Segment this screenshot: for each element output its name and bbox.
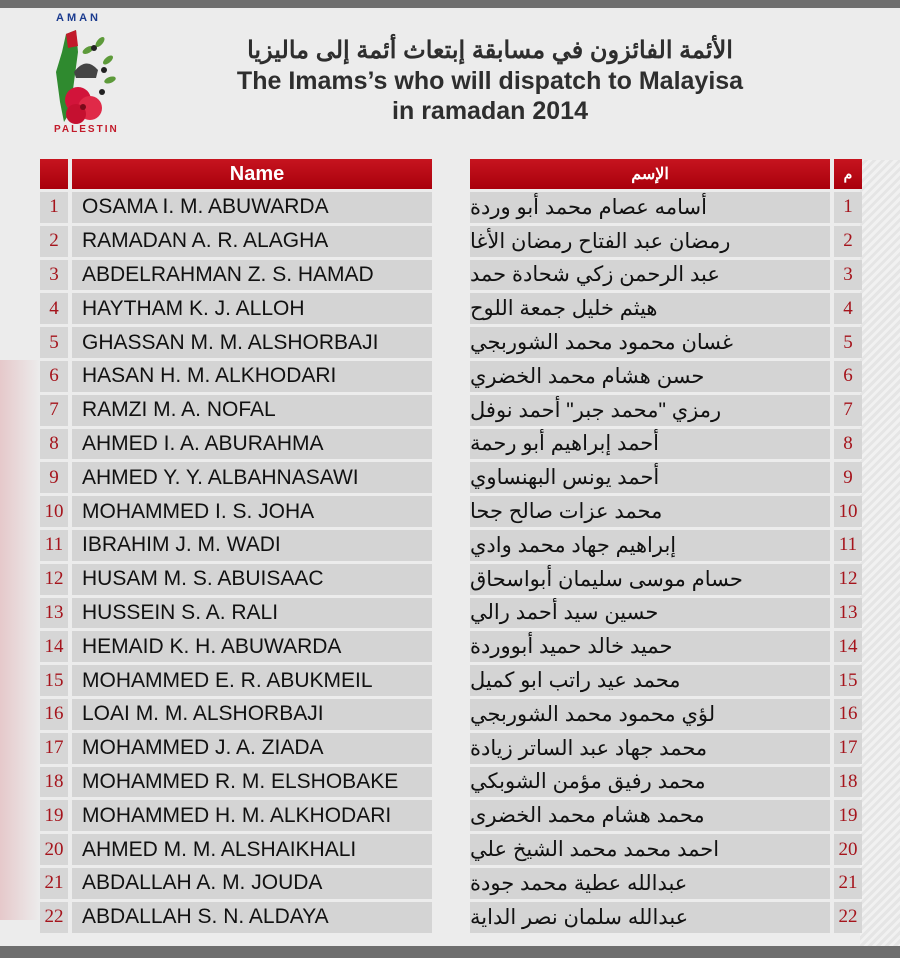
row-name: ABDELRAHMAN Z. S. HAMAD <box>72 260 432 291</box>
row-number: 3 <box>834 260 862 291</box>
table-row <box>470 192 862 223</box>
row-number: 2 <box>834 226 862 257</box>
row-number: 13 <box>834 598 862 629</box>
row-number: 14 <box>834 631 862 662</box>
table-row <box>470 293 862 324</box>
row-name: AHMED Y. Y. ALBAHNASAWI <box>72 462 432 493</box>
top-border <box>0 0 900 8</box>
row-number: 16 <box>834 699 862 730</box>
row-name: MOHAMMED I. S. JOHA <box>72 496 432 527</box>
table-row <box>40 834 432 865</box>
table-row <box>470 496 862 527</box>
dome-icon <box>74 63 98 78</box>
olive-icon <box>91 45 97 51</box>
table-row <box>470 395 862 426</box>
row-name: RAMADAN A. R. ALAGHA <box>72 226 432 257</box>
table-row <box>40 902 432 933</box>
row-number: 10 <box>834 496 862 527</box>
row-number: 7 <box>40 395 68 426</box>
row-number: 4 <box>40 293 68 324</box>
row-name: ABDALLAH A. M. JOUDA <box>72 868 432 899</box>
table-row <box>470 665 862 696</box>
table-row <box>40 665 432 696</box>
row-name: IBRAHIM J. M. WADI <box>72 530 432 561</box>
row-name: MOHAMMED R. M. ELSHOBAKE <box>72 767 432 798</box>
table-row <box>470 226 862 257</box>
row-number: 19 <box>40 800 68 831</box>
row-name: HEMAID K. H. ABUWARDA <box>72 631 432 662</box>
row-number: 15 <box>834 665 862 696</box>
title-arabic: الأئمة الفائزون في مسابقة إبتعاث أئمة إلى ماليزيا <box>247 37 733 64</box>
row-number: 6 <box>834 361 862 392</box>
table-row <box>470 868 862 899</box>
table-row <box>470 631 862 662</box>
row-number: 15 <box>40 665 68 696</box>
table-row <box>470 800 862 831</box>
row-name: عبدالله عطية محمد جودة <box>470 868 830 899</box>
row-number: 12 <box>834 564 862 595</box>
row-number: 1 <box>834 192 862 223</box>
row-number: 19 <box>834 800 862 831</box>
row-name: حسين سيد أحمد رالي <box>470 598 830 629</box>
table-row <box>470 902 862 933</box>
table-row <box>40 260 432 291</box>
number-column-header: م <box>834 159 862 189</box>
row-name: حسن هشام محمد الخضري <box>470 361 830 392</box>
background-stripes <box>860 160 900 950</box>
table-row <box>40 429 432 460</box>
table-row <box>40 767 432 798</box>
olive-leaf-icon <box>103 75 116 85</box>
table-row <box>40 361 432 392</box>
row-number: 5 <box>40 327 68 358</box>
table-row <box>470 462 862 493</box>
row-name: ABDALLAH S. N. ALDAYA <box>72 902 432 933</box>
row-name: أحمد يونس البهنساوي <box>470 462 830 493</box>
row-name: أسامه عصام محمد أبو وردة <box>470 192 830 223</box>
background-watermark <box>0 360 40 920</box>
page-title <box>170 36 810 126</box>
row-name: هيثم خليل جمعة اللوح <box>470 293 830 324</box>
table-row <box>470 733 862 764</box>
logo-text-top: AMAN <box>56 12 101 24</box>
row-number: 1 <box>40 192 68 223</box>
table-row <box>40 598 432 629</box>
row-number: 17 <box>40 733 68 764</box>
row-number: 18 <box>834 767 862 798</box>
arabic-names-table <box>470 159 862 936</box>
logo-text-bottom: PALESTIN <box>54 124 119 135</box>
row-name: OSAMA I. M. ABUWARDA <box>72 192 432 223</box>
row-number: 17 <box>834 733 862 764</box>
olive-leaf-icon <box>101 54 114 66</box>
row-number: 14 <box>40 631 68 662</box>
table-row <box>40 800 432 831</box>
row-number: 3 <box>40 260 68 291</box>
row-name: LOAI M. M. ALSHORBAJI <box>72 699 432 730</box>
title-english-line1: The Imams’s who will dispatch to Malayisa <box>236 67 744 95</box>
row-name: عبد الرحمن زكي شحادة حمد <box>470 260 830 291</box>
row-name: عبدالله سلمان نصر الداية <box>470 902 830 933</box>
olive-icon <box>101 67 107 73</box>
row-number: 11 <box>834 530 862 561</box>
row-name: AHMED I. A. ABURAHMA <box>72 429 432 460</box>
row-name: احمد محمد محمد الشيخ علي <box>470 834 830 865</box>
table-row <box>470 429 862 460</box>
table-row <box>470 564 862 595</box>
row-name: محمد عزات صالح جحا <box>470 496 830 527</box>
table-header <box>40 159 432 189</box>
row-name: محمد جهاد عبد الساتر زيادة <box>470 733 830 764</box>
table-row <box>40 293 432 324</box>
row-number: 5 <box>834 327 862 358</box>
flag-red-icon <box>66 30 78 48</box>
row-number: 13 <box>40 598 68 629</box>
table-row <box>40 462 432 493</box>
table-row <box>40 496 432 527</box>
table-row <box>40 327 432 358</box>
table-row <box>470 260 862 291</box>
table-row <box>40 699 432 730</box>
row-number: 9 <box>40 462 68 493</box>
table-row <box>40 564 432 595</box>
name-column-header: الإسم <box>470 159 830 189</box>
row-name: MOHAMMED H. M. ALKHODARI <box>72 800 432 831</box>
row-number: 10 <box>40 496 68 527</box>
table-row <box>470 327 862 358</box>
row-name: محمد هشام محمد الخضرى <box>470 800 830 831</box>
olive-icon <box>99 89 105 95</box>
table-row <box>40 192 432 223</box>
row-name: حميد خالد حميد أبووردة <box>470 631 830 662</box>
table-row <box>40 530 432 561</box>
row-name: حسام موسى سليمان أبواسحاق <box>470 564 830 595</box>
row-number: 22 <box>40 902 68 933</box>
aman-palestine-logo <box>36 12 136 147</box>
row-name: MOHAMMED J. A. ZIADA <box>72 733 432 764</box>
table-row <box>470 361 862 392</box>
row-number: 7 <box>834 395 862 426</box>
row-number: 12 <box>40 564 68 595</box>
bottom-border <box>0 946 900 958</box>
table-row <box>40 395 432 426</box>
row-number: 21 <box>40 868 68 899</box>
row-name: MOHAMMED E. R. ABUKMEIL <box>72 665 432 696</box>
name-column-header: Name <box>72 159 432 189</box>
table-header <box>470 159 862 189</box>
number-column-header <box>40 159 68 189</box>
row-name: GHASSAN M. M. ALSHORBAJI <box>72 327 432 358</box>
table-row <box>470 598 862 629</box>
row-number: 21 <box>834 868 862 899</box>
title-english-line2: in ramadan 2014 <box>392 97 588 125</box>
row-name: HUSAM M. S. ABUISAAC <box>72 564 432 595</box>
row-name: أحمد إبراهيم أبو رحمة <box>470 429 830 460</box>
row-number: 8 <box>40 429 68 460</box>
table-row <box>40 226 432 257</box>
row-name: رمزي "محمد جبر" أحمد نوفل <box>470 395 830 426</box>
table-row <box>470 767 862 798</box>
row-name: HUSSEIN S. A. RALI <box>72 598 432 629</box>
row-number: 4 <box>834 293 862 324</box>
row-number: 2 <box>40 226 68 257</box>
table-row <box>40 631 432 662</box>
row-name: إبراهيم جهاد محمد وادي <box>470 530 830 561</box>
row-name: رمضان عبد الفتاح رمضان الأغا <box>470 226 830 257</box>
row-number: 20 <box>834 834 862 865</box>
row-number: 9 <box>834 462 862 493</box>
table-row <box>470 834 862 865</box>
table-row <box>40 868 432 899</box>
row-number: 20 <box>40 834 68 865</box>
row-number: 6 <box>40 361 68 392</box>
row-number: 18 <box>40 767 68 798</box>
row-name: HASAN H. M. ALKHODARI <box>72 361 432 392</box>
row-name: غسان محمود محمد الشوربجي <box>470 327 830 358</box>
row-name: HAYTHAM K. J. ALLOH <box>72 293 432 324</box>
row-number: 16 <box>40 699 68 730</box>
row-name: محمد رفيق مؤمن الشوبكي <box>470 767 830 798</box>
table-row <box>470 530 862 561</box>
table-row <box>470 699 862 730</box>
table-row <box>40 733 432 764</box>
row-number: 8 <box>834 429 862 460</box>
row-number: 22 <box>834 902 862 933</box>
row-name: لؤي محمود محمد الشوربجي <box>470 699 830 730</box>
row-name: RAMZI M. A. NOFAL <box>72 395 432 426</box>
row-number: 11 <box>40 530 68 561</box>
row-name: AHMED M. M. ALSHAIKHALI <box>72 834 432 865</box>
row-name: محمد عيد راتب ابو كميل <box>470 665 830 696</box>
english-names-table <box>40 159 432 936</box>
